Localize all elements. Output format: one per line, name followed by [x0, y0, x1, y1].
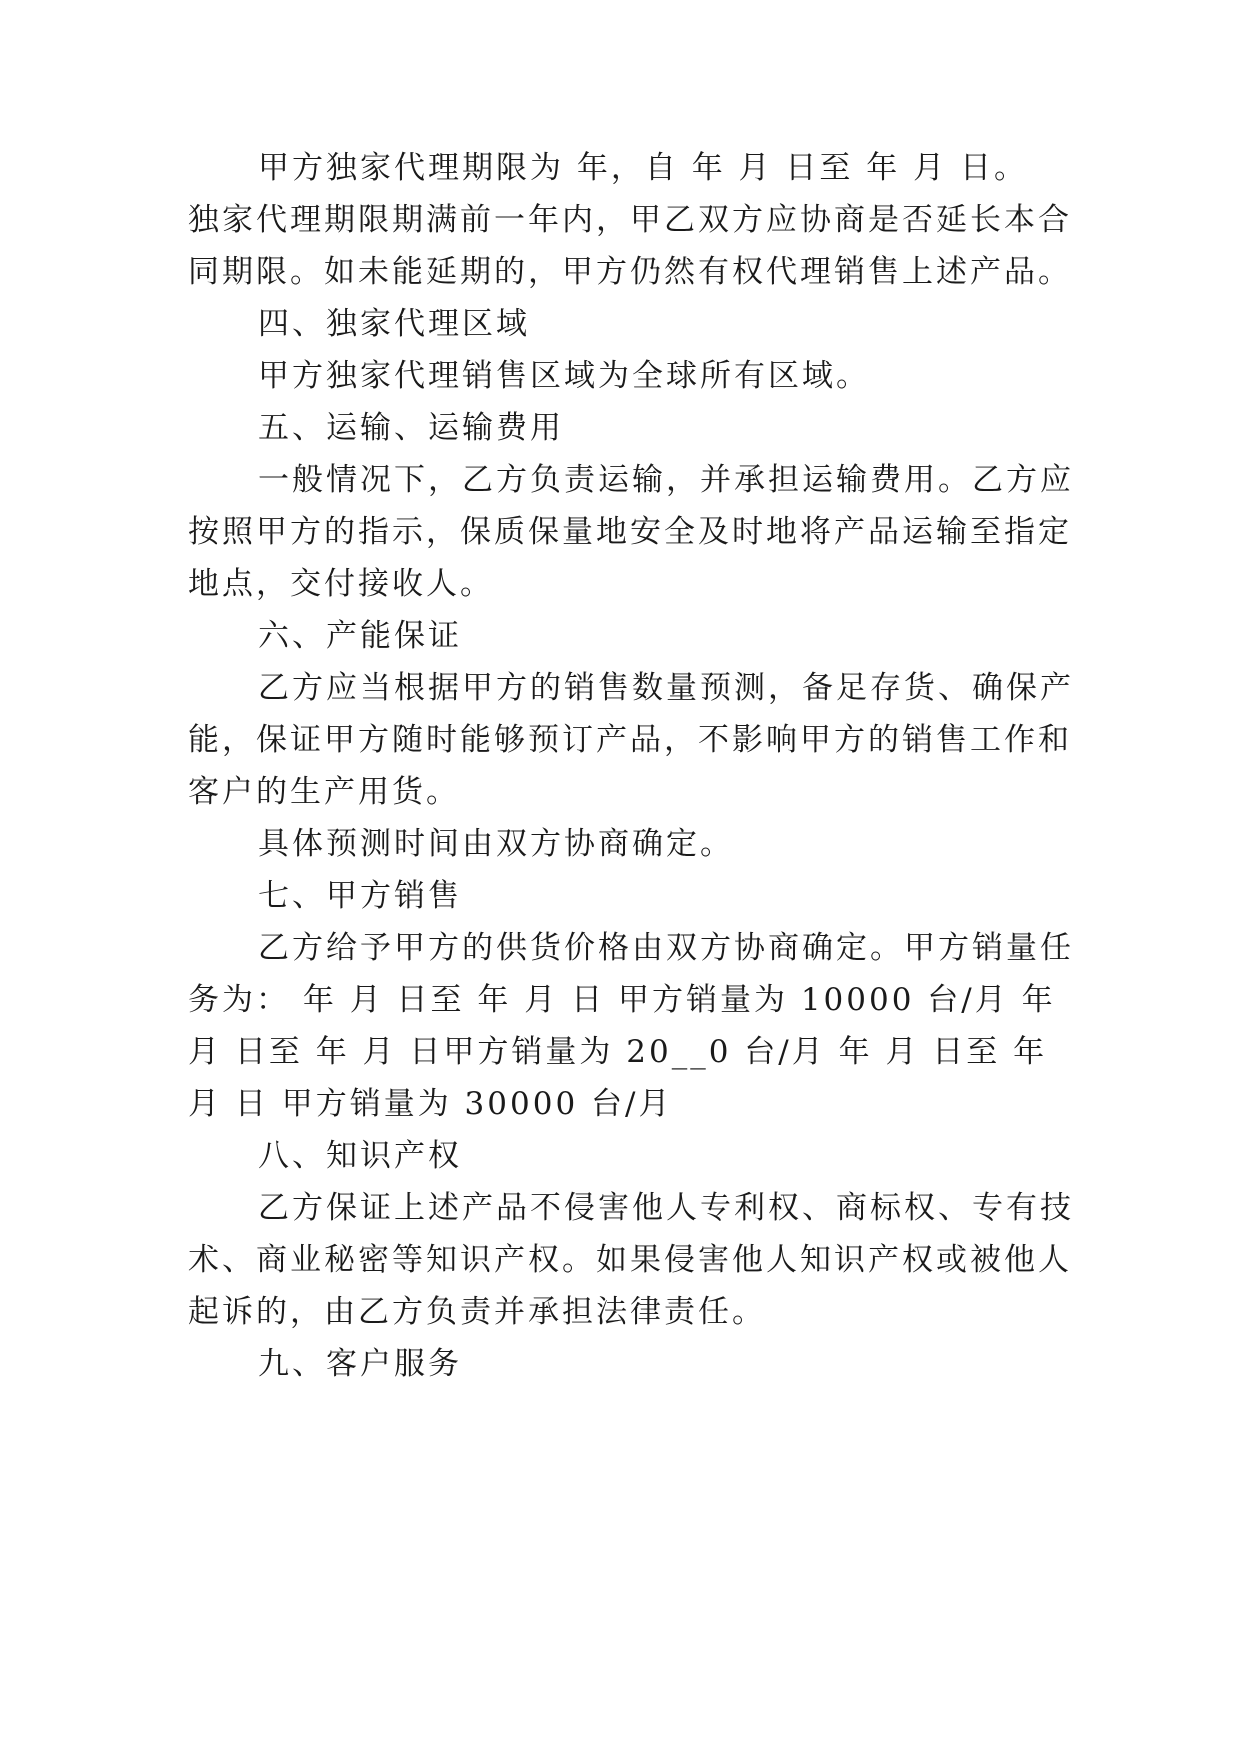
- paragraph-line: 务为： 年 月 日至 年 月 日 甲方销量为 10000 台/月 年: [188, 982, 1056, 1018]
- section-heading: 四、独家代理区域: [258, 306, 530, 342]
- paragraph-line: 客户的生产用货。: [188, 774, 460, 810]
- paragraph-line: 独家代理期限期满前一年内，甲乙双方应协商是否延长本合: [188, 202, 1072, 238]
- section-heading: 六、产能保证: [258, 618, 462, 654]
- paragraph-line: 地点，交付接收人。: [188, 566, 494, 602]
- section-heading: 五、运输、运输费用: [258, 410, 564, 446]
- paragraph-line: 甲方独家代理期限为 年，自 年 月 日至 年 月 日。: [258, 150, 1028, 186]
- paragraph-line: 乙方应当根据甲方的销售数量预测，备足存货、确保产: [258, 670, 1074, 706]
- paragraph-line: 起诉的，由乙方负责并承担法律责任。: [188, 1294, 766, 1330]
- section-heading: 七、甲方销售: [258, 878, 462, 914]
- paragraph-line: 乙方给予甲方的供货价格由双方协商确定。甲方销量任: [258, 930, 1074, 966]
- paragraph-line: 按照甲方的指示，保质保量地安全及时地将产品运输至指定: [188, 514, 1072, 550]
- paragraph-line: 乙方保证上述产品不侵害他人专利权、商标权、专有技: [258, 1190, 1074, 1226]
- section-heading: 九、客户服务: [258, 1346, 462, 1382]
- paragraph-line: 甲方独家代理销售区域为全球所有区域。: [258, 358, 870, 394]
- paragraph-line: 同期限。如未能延期的，甲方仍然有权代理销售上述产品。: [188, 254, 1072, 290]
- paragraph-line: 月 日 甲方销量为 30000 台/月: [188, 1086, 673, 1122]
- document-page: [188, 0, 1074, 1754]
- paragraph-line: 术、商业秘密等知识产权。如果侵害他人知识产权或被他人: [188, 1242, 1072, 1278]
- paragraph-line: 具体预测时间由双方协商确定。: [258, 826, 734, 862]
- paragraph-line: 月 日至 年 月 日甲方销量为 20__0 台/月 年 月 日至 年: [188, 1034, 1048, 1070]
- paragraph-line: 能，保证甲方随时能够预订产品，不影响甲方的销售工作和: [188, 722, 1072, 758]
- section-heading: 八、知识产权: [258, 1138, 462, 1174]
- paragraph-line: 一般情况下，乙方负责运输，并承担运输费用。乙方应: [258, 462, 1074, 498]
